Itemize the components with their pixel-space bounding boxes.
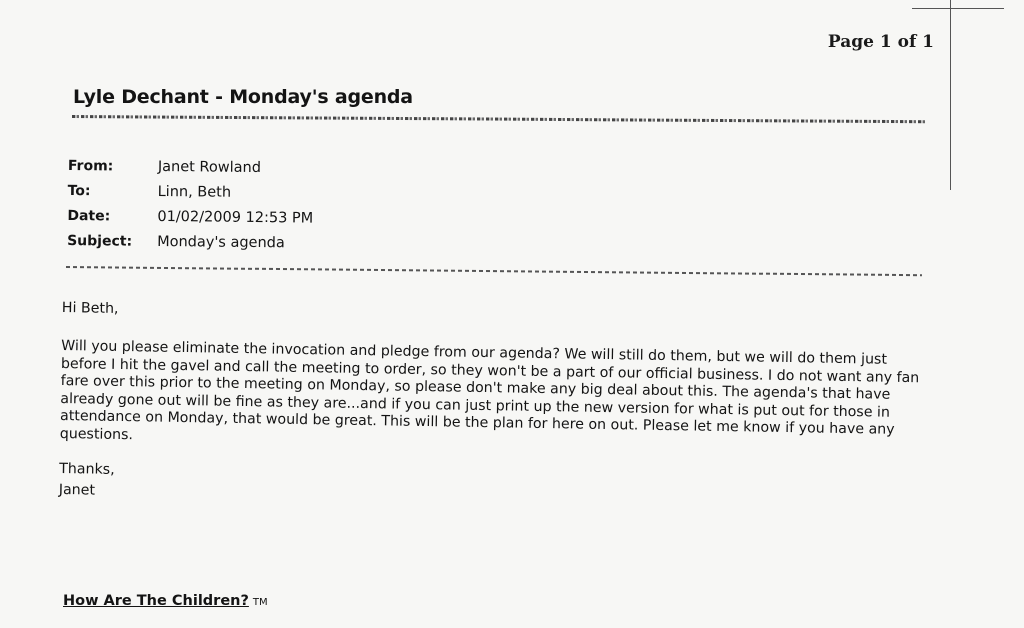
message-paragraph: Will you please eliminate the invocation and pledge from our agenda? We will still do them, but we will do them just before I hit the gavel and call the meeting to order, so they won't be a part of our official business. I do not want any fan fare over this prior to the meeting on Monday, so please don't make any big deal about this. The agenda's that have already gone out will be fine as they are...and if you can just print up the new version for what is put out for those in attendance on Monday, that would be great. This will be the plan for here on out. Please let me know if you have any questions. [59, 337, 920, 443]
header-row-date [67, 208, 313, 236]
header-label: From: [67, 158, 114, 175]
email-headers [67, 158, 314, 261]
document-title: Lyle Dechant - Monday's agenda [73, 86, 413, 108]
header-divider [66, 266, 922, 276]
header-row-to [67, 183, 313, 211]
email-body [59, 300, 922, 515]
footer-tagline [63, 593, 268, 609]
header-label: Subject: [67, 232, 133, 250]
trademark-mark: TM [252, 597, 268, 608]
tagline-text: How Are The Children? [63, 593, 249, 609]
page-number: Page 1 of 1 [827, 32, 934, 52]
signature: Janet [58, 481, 96, 499]
header-value-date: 01/02/2009 12:53 PM [157, 208, 314, 227]
header-row-subject [67, 233, 313, 261]
header-value-subject: Monday's agenda [157, 233, 285, 252]
header-value-to: Linn, Beth [157, 183, 232, 201]
header-row-from [68, 158, 314, 186]
header-label: To: [67, 182, 91, 200]
greeting: Hi Beth, [61, 300, 119, 317]
header-label: Date: [67, 207, 111, 225]
title-divider [72, 115, 927, 123]
scan-crop-mark-horizontal [912, 8, 1004, 9]
header-value-from: Janet Rowland [157, 158, 262, 177]
closing: Thanks, [59, 460, 115, 478]
scan-crop-mark-vertical [950, 0, 951, 190]
